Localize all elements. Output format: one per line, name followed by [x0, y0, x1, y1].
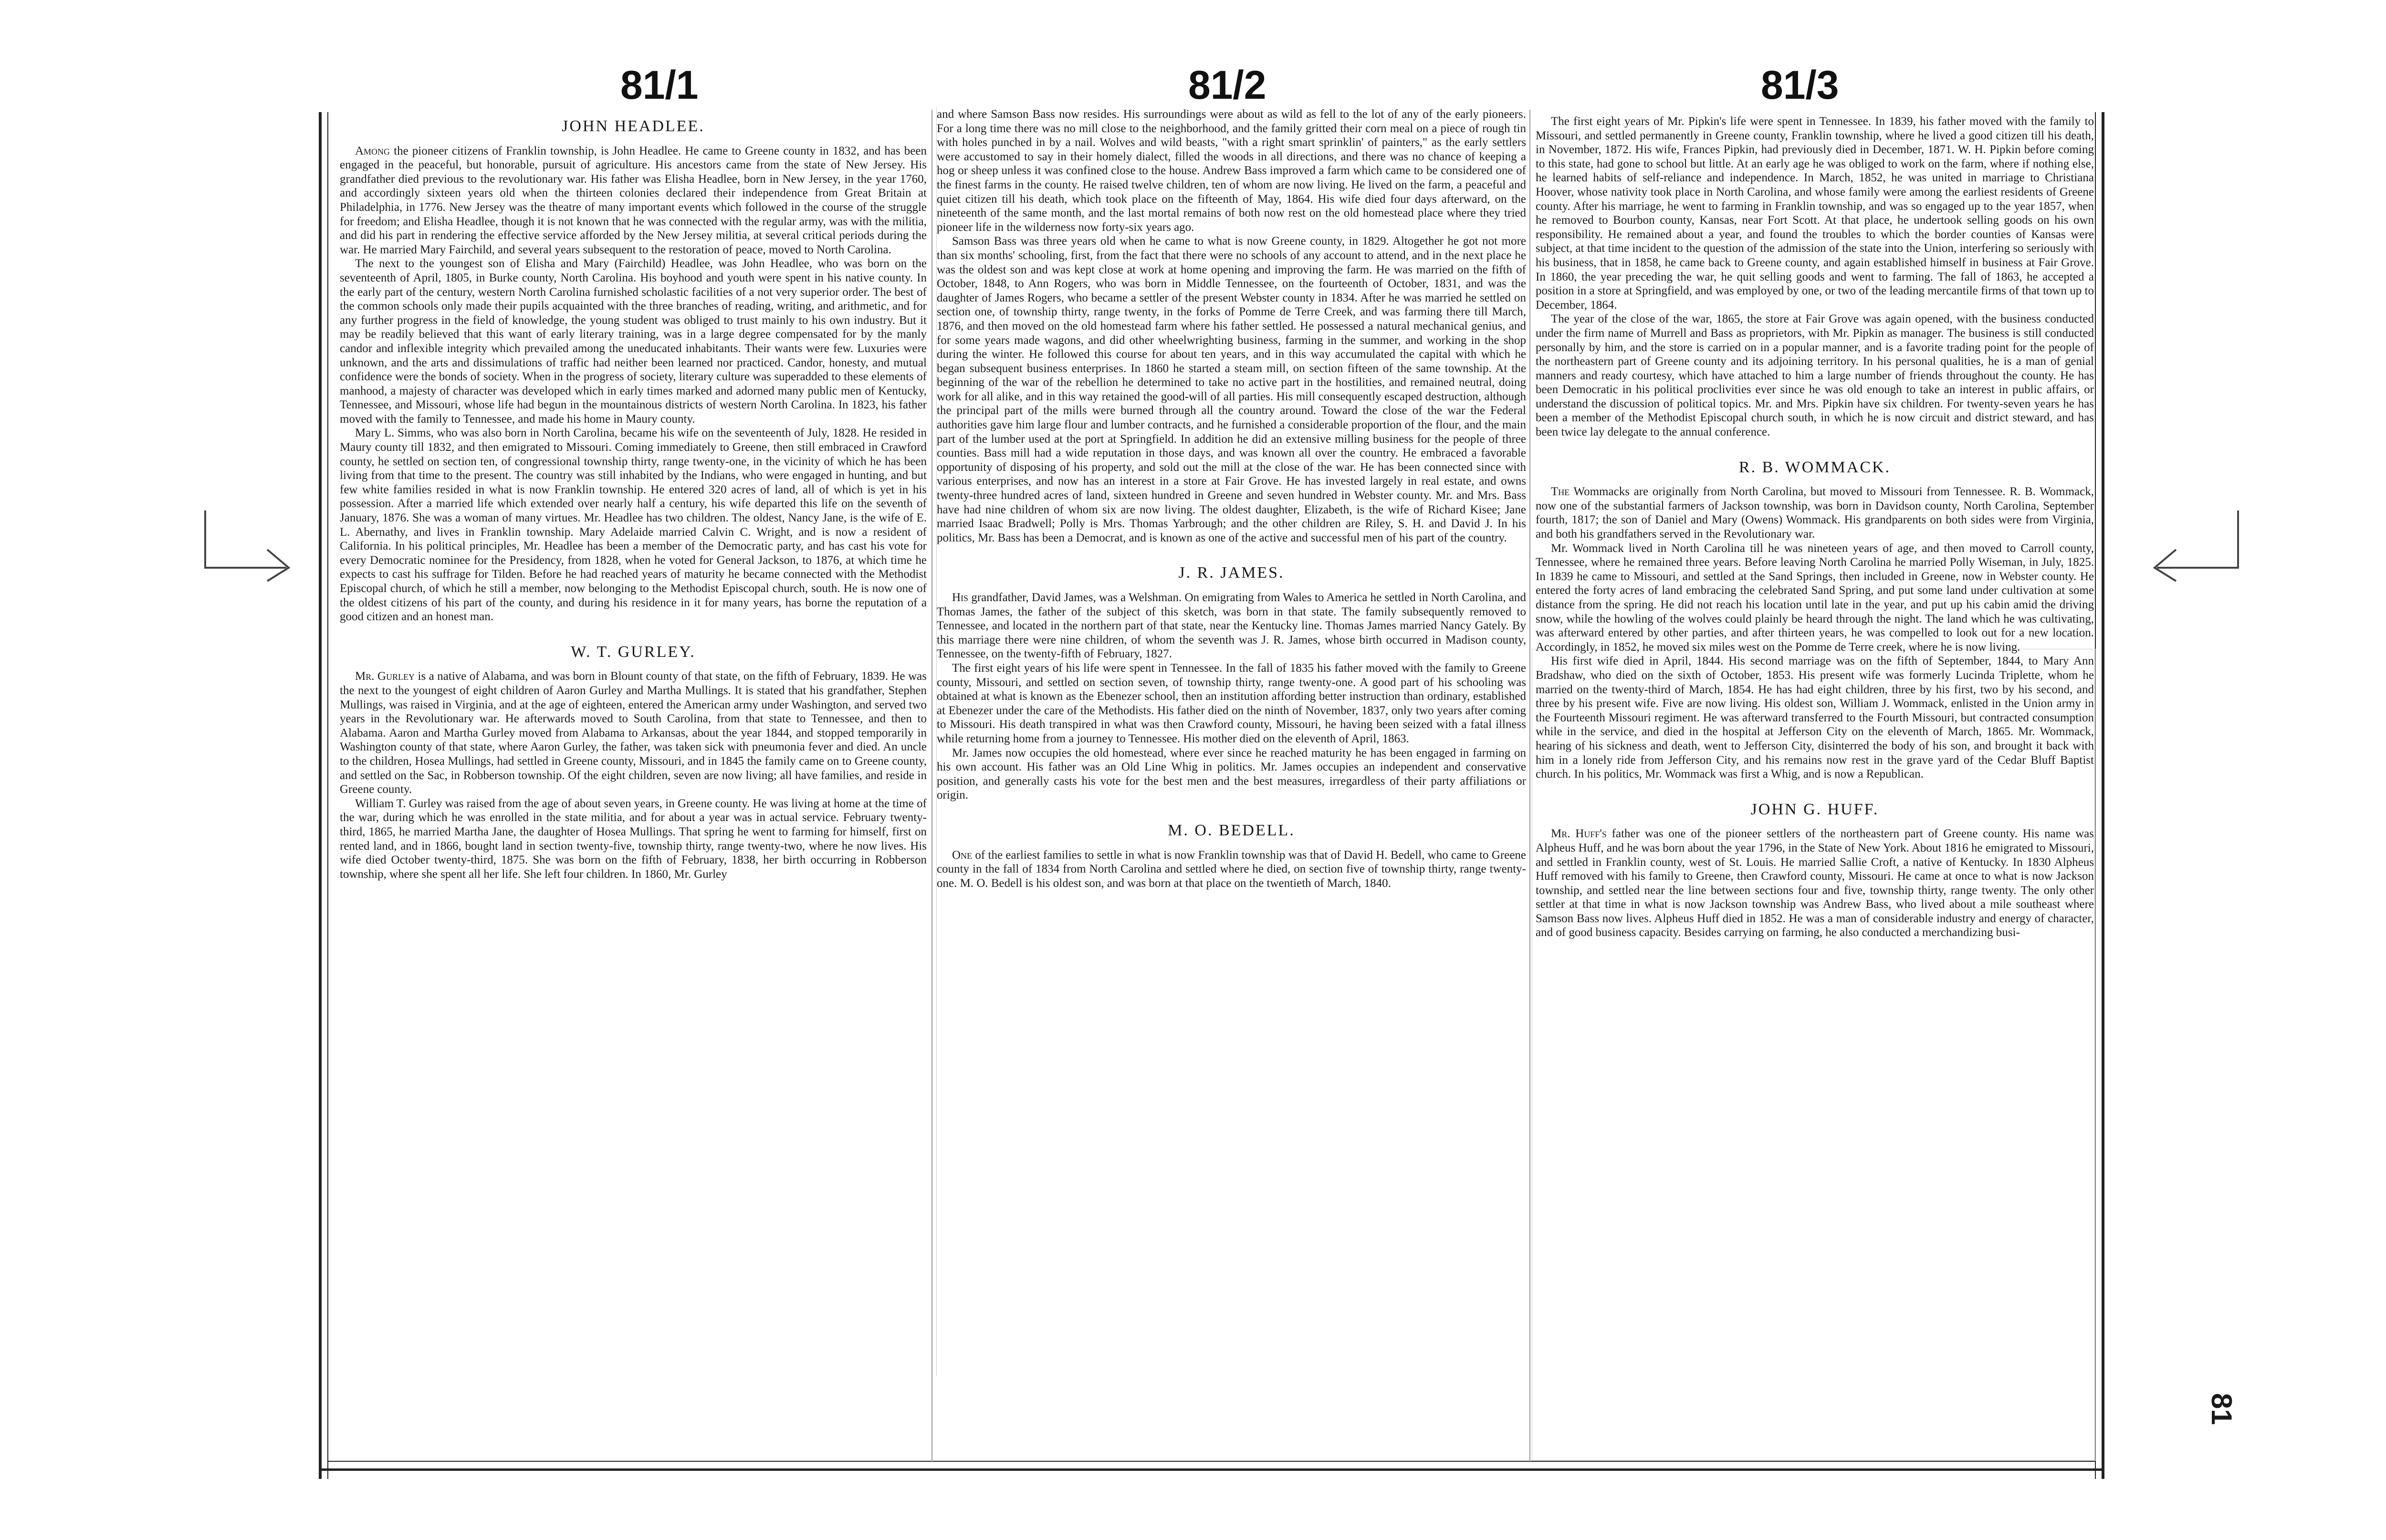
- article-john-g-huff: [1536, 802, 2094, 940]
- article-paragraph: [1536, 827, 2094, 940]
- article-r-b-wommack: [1536, 460, 2094, 781]
- lead-word: Among: [355, 144, 390, 157]
- page-label-81-1: 81/1: [620, 62, 699, 107]
- article-title: W. T. GURLEY.: [571, 643, 696, 661]
- article-paragraph: The first eight years of his life were spent in Tennessee. In the fall of 1835 his father moved with the family to Greene county, Missouri, and settled on section seven, of township thirty, range twenty-one. A good part of his schooling was obtained at what is known as the Ebenezer school, then an institution affording better instruction than ordinary, established at Ebenezer under the care of the Methodists. His father died on the ninth of November, 1837, only two years after coming to Missouri. His death transpired in what was then Crawford county, Missouri, he having been seized with a fatal illness while returning home from a journey to Tennessee. His mother died on the eleventh of April, 1863.: [937, 661, 1526, 745]
- article-title: R. B. WOMMACK.: [1738, 458, 1891, 476]
- column-81-3: [1536, 114, 2094, 1374]
- lead-word: Mr. Gurley: [355, 670, 415, 683]
- article-j-r-james: [937, 566, 1526, 802]
- frame-left-rule-inner: [327, 112, 328, 1479]
- article-paragraph: [340, 144, 927, 257]
- article-paragraph: William T. Gurley was raised from the age of about seven years, in Greene county. He was living at home at the time of the war, during which he was enrolled in the state militia, and for about a year was in actual service. February twenty-third, 1865, he married Martha Jane, the daughter of Hosea Mullings. That spring he went to farming for himself, first on rented land, and in 1866, bought land in section twenty-five, township thirty, range twenty-two, where he now lives. His wife died October twenty-third, 1875. She was born on the fifth of February, 1838, her birth occurring in Robberson township, where she spent all her life. She left four children. In 1860, Mr. Gurley: [340, 797, 927, 881]
- lead-word: The: [1551, 485, 1570, 499]
- article-paragraph: Mr. James now occupies the old homestead, where ever since he reached maturity he has been engaged in farming on his own account. His father was an Old Line Whig in politics. Mr. James occupies an independent and conservative position, and generally casts his vote for the best men and the best measures, irregardless of their party affiliations or origin.: [937, 746, 1526, 802]
- column-divider-2: [1529, 110, 1530, 1462]
- paragraph-text: of the earliest families to settle in what is now Franklin township was that of David H. Bedell, who came to Greene county in the fall of 1834 from North Carolina and settled where he died, on section five of township thirty, range twenty-one. M. O. Bedell is his oldest son, and was born at that place on the twentieth of March, 1840.: [937, 848, 1526, 890]
- article-john-headlee: [340, 119, 927, 624]
- article-title: M. O. BEDELL.: [1168, 821, 1295, 839]
- article-paragraph: The first eight years of Mr. Pipkin's life were spent in Tennessee. In 1839, his father moved with the family to Missouri, and settled permanently in Greene county, Franklin township, where he lived a good citizen till his death, in November, 1872. His wife, Frances Pipkin, had previously died in December, 1871. W. H. Pipkin before coming to this state, had gone to school but little. At an early age he was obliged to work on the farm, where if nothing else, he learned habits of self-reliance and independence. In March, 1852, he was united in marriage to Christiana Hoover, whose nativity took place in North Carolina, and whose family were among the earliest residents of Greene county. After his marriage, he went to farming in Franklin township, and was so engaged up to the year 1857, when he removed to Bourbon county, Kansas, near Fort Scott. At that place, he undertook selling goods on his own responsibility. He remained about a year, and found the troubles to which the border counties of Kansas were subject, at that time incident to the question of the admission of the state into the Union, interfering so seriously with his business, that in 1858, he came back to Greene county, and again established himself in business at Fair Grove. In 1860, the year preceding the war, he quit selling goods and went to farming. The fall of 1863, he accepted a position in a store at Springfield, and was employed by one, or two of the leading mercantile firms of that town up to December, 1864.: [1536, 115, 2094, 312]
- article-paragraph: [937, 848, 1526, 891]
- frame-bottom-rule: [319, 1468, 2104, 1471]
- left-arrow-icon: [2147, 506, 2243, 582]
- article-title: J. R. JAMES.: [1178, 564, 1285, 582]
- article-samson-bass-continued: [937, 107, 1526, 545]
- lead-word: One: [952, 848, 973, 862]
- column-divider-1: [931, 110, 932, 1462]
- paragraph-text: father was one of the pioneer settlers of the northeastern part of Greene county. His name was Alpheus Huff, and he was born about the year 1796, in the State of New York. About 1816 he emigrated to Missouri, and settled in Franklin county, west of St. Louis. He married Sallie Croft, a native of Kentucky. In 1830 Alpheus Huff removed with his family to Greene, then Crawford county, Missouri. He came at once to what is now Jackson township, and settled near the line between sections four and five, township thirty, range twenty. The only other settler at that time in what is now Jackson township was Andrew Bass, who lived about a mile southeast where Samson Bass now lives. Alpheus Huff died in 1852. He was a man of considerable industry and energy of character, and of good business capacity. Besides carrying on farming, he also conducted a merchandizing busi-: [1536, 827, 2094, 939]
- article-paragraph: Samson Bass was three years old when he came to what is now Greene county, in 1829. Altogether he got not more than six months' schooling, first, from the fact that there were no schools of any account to attend, and in the next place he was the oldest son and was kept close at work at home opening and improving the farm. He was married on the fifth of October, 1848, to Ann Rogers, who was born in Middle Tennessee, on the fourteenth of October, 1831, and was the daughter of James Rogers, who became a settler of the present Webster county in 1834. After he was married he settled on section one, of township thirty, range twenty, in the forks of Pomme de Terre Creek, and was farming there till March, 1876, and then moved on the old homestead farm where his father settled. He possessed a natural mechanical genius, and for some years made wagons, and did other wheelwrighting business, farming in the summer, and working in the shop during the winter. He followed this course for about ten years, and in this way accumulated the capital with which he began subsequent business enterprises. In 1860 he started a steam mill, on section fifteen of the same township. At the beginning of the war of the rebellion he determined to take no active part in the hostilities, and remained neutral, doing work for all alike, and in this way retained the good-will of all parties. His mill consequently escaped destruction, although the principal part of the mills were burned through all the country around. Toward the close of the war the Federal authorities gave him large flour and lumber contracts, and he furnished a considerable proportion of the flour, and the main part of the lumber used at the port at Springfield. In addition he did an extensive milling business for the people of three counties. Bass mill had a wide reputation in those days, and was known all over the country. He embraced a favorable opportunity of disposing of his property, and sold out the mill at the close of the war. He has been connected since with various enterprises, and now has an interest in a store at Fair Grove. He has invested largely in real estate, and owns twenty-three hundred acres of land, sixteen hundred in Greene and seven hundred in Webster county. Mr. and Mrs. Bass have had nine children of whom six are now living. The oldest daughter, Elizabeth, is the wife of Richard Kisee; Jane married Isaac Bradwell; Polly is Mrs. Thomas Yarbrough; and the other children are Riley, S. H. and David J. In his politics, Mr. Bass has been a Democrat, and is known as one of the active and successful men of his part of the country.: [937, 235, 1526, 544]
- lead-word: His: [952, 591, 969, 604]
- article-title: JOHN HEADLEE.: [562, 117, 705, 135]
- article-paragraph: Mary L. Simms, who was also born in North Carolina, became his wife on the seventeenth of July, 1828. He resided in Maury county till 1832, and then emigrated to Missouri. Coming immediately to Greene, then still embraced in Crawford county, he settled on section ten, of congressional township thirty, range twenty-one, in the vicinity of which he has been living from that time to the present. The country was still inhabited by the Indians, who were engaged in hunting, and but few white families resided in what is now Franklin township. He entered 320 acres of land, all of which is yet in his possession. After a married life which extended over nearly half a century, his wife departed this life on the seventh of January, 1876. She was a woman of many virtues. Mr. Headlee has two children. The oldest, Nancy Jane, is the wife of E. L. Abernathy, and lives in Franklin township. Mary Adelaide married Calvin C. Wright, and is now a resident of California. In his political principles, Mr. Headlee has been a member of the Democratic party, and has cast his vote for every Democratic nominee for the Presidency, from 1828, when he voted for General Jackson, to 1876, at which time he expects to cast his suffrage for Tilden. Before he had reached years of maturity he became connected with the Methodist Episcopal church, of which he still a member, now belonging to the Methodist Episcopal church, south. He is now one of the oldest citizens of his part of the county, and during his residence in it for many years, has borne the reputation of a good citizen and an honest man.: [340, 427, 927, 624]
- article-pipkin-continued: [1536, 114, 2094, 439]
- article-paragraph: The next to the youngest son of Elisha and Mary (Fairchild) Headlee, was John Headlee, who was born on the seventeenth of April, 1805, in Burke county, North Carolina. His boyhood and youth were spent in his native county. In the early part of the century, western North Carolina furnished scholastic facilities of a not very superior order. The best of the common schools only made their pupils acquainted with the three branches of reading, writing, and arithmetic, and for any further progress in the field of knowledge, the young student was obliged to trust mainly to his own industry. But it may be readily believed that this want of early literary training, was in a large degree compensated for by the manly candor and inflexible integrity which prevailed among the uneducated inhabitants. Their wants were few. Luxuries were unknown, and the arts and dissimulations of traffic had neither been learned nor practiced. Candor, honesty, and mutual confidence were the bonds of society. When in the progress of society, literary culture was superadded to these elements of manhood, a majesty of character was developed which in early times marked and adorned many public men of Kentucky, Tennessee, and Missouri, whose life had begun in the mountainous districts of western North Carolina. In 1823, his father moved with the family to Tennessee, and made his home in Maury county.: [340, 257, 927, 426]
- article-title: JOHN G. HUFF.: [1750, 800, 1879, 818]
- page-label-81-2: 81/2: [1188, 62, 1266, 107]
- article-m-o-bedell: [937, 823, 1526, 890]
- article-paragraph: His first wife died in April, 1844. His second marriage was on the fifth of September, 1844, to Mary Ann Bradshaw, who died on the sixth of October, 1853. His present wife was formerly Lucinda Triplette, whom he married on the twenty-third of March, 1854. He has had eight children, three by his first, two by his second, and three by his present wife. Five are now living. His oldest son, William J. Wommack, enlisted in the Union army in the Fourteenth Missouri regiment. He was afterward transferred to the Fourth Missouri, but contracted consumption while in the service, and died in the hospital at Jefferson City on the eleventh of March, 1865. Mr. Wommack, hearing of his sickness and death, went to Jefferson City, disinterred the body of his son, and brought it back with him in a lonely ride from Jefferson City, and his remains now rest in the grave yard of the Cedar Bluff Baptist church. In his politics, Mr. Wommack was first a Whig, and is now a Republican.: [1536, 655, 2094, 781]
- page-label-81-3: 81/3: [1761, 62, 1839, 107]
- right-arrow-icon: [200, 506, 296, 582]
- article-w-t-gurley: [340, 645, 927, 882]
- column-81-1: [340, 114, 927, 1374]
- frame-bottom-rule-inner: [327, 1461, 2096, 1462]
- lead-word: Mr. Huff's: [1551, 827, 1607, 841]
- frame-right-rule-outer: [2102, 112, 2104, 1479]
- paragraph-text: is a native of Alabama, and was born in Blount county of that state, on the fifth of February, 1839. He was the next to the youngest of eight children of Aaron Gurley and Martha Mullings. It is stated that his grandfather, Stephen Mullings, was raised in Virginia, and at the age of eighteen, entered the American army under Washington, and served two years in the Revolutionary war. He afterwards moved to South Carolina, from that state to Tennessee, and then to Alabama. Aaron and Martha Gurley moved from Alabama to Arkansas, about the year 1844, and stopped temporarily in Washington county of that state, where Aaron Gurley, the father, was taken sick with pneumonia fever and died. An uncle to the children, Hosea Mullings, had settled in Greene county, Missouri, and in 1845 the family came on to Greene county, and settled on the Sac, in Robberson township. Of the eight children, seven are now living; all have families, and reside in Greene county.: [340, 670, 927, 796]
- paragraph-text: the pioneer citizens of Franklin township, is John Headlee. He came to Greene county in 1832, and has been engaged in the peaceful, but honorable, pursuit of agriculture. His ancestors came from the state of New Jersey. His grandfather died previous to the revolutionary war. His father was Elisha Headlee, born in New Jersey, in the year 1760, and accordingly sixteen years old when the thirteen colonies declared their independence from Great Britain at Philadelphia, in 1776. New Jersey was the theatre of many important events which followed in the course of the struggle for freedom; and Elisha Headlee, though it is not known that he was connected with the regular army, was with the militia, and did his part in rendering the effective service afforded by the New Jersey militia, at several critical periods during the war. He married Mary Fairchild, and several years subsequent to the restoration of peace, moved to North Carolina.: [340, 144, 927, 256]
- article-paragraph: [937, 591, 1526, 661]
- column-81-2: [936, 107, 1526, 1376]
- article-paragraph: [1536, 485, 2094, 541]
- article-paragraph: [340, 669, 927, 796]
- article-paragraph: and where Samson Bass now resides. His surroundings were about as wild as fell to the lot of any of the early pioneers. For a long time there was no mill close to the neighborhood, and the family gritted their corn meal on a piece of rough tin with holes punched in by a nail. Wolves and wild beasts, "with a right smart sprinklin' of painters," as the early settlers were accustomed to say in their homely dialect, filled the woods in all directions, and there was no chance of keeping a hog or sheep unless it was confined close to the house. Andrew Bass improved a farm which came to be considered one of the finest farms in the county. He raised twelve children, ten of whom are now living. He lived on the farm, a peaceful and quiet citizen till his death, which took place on the fifteenth of May, 1864. His wife died four days afterward, on the nineteenth of the same month, and the last mortal remains of both now rest on the old homestead place where they tried pioneer life in the wilderness now forty-six years ago.: [937, 108, 1526, 234]
- side-page-number: 81: [2206, 1393, 2238, 1425]
- paragraph-text: Wommacks are originally from North Carolina, but moved to Missouri from Tennessee. R. B. Wommack, now one of the substantial farmers of Jackson township, was born in Davidson county, North Carolina, September fourth, 1817; the son of Daniel and Mary (Owens) Wommack. His grandparents on both sides were from Virginia, and both his grandfathers served in the Revolutionary war.: [1536, 485, 2094, 541]
- paragraph-text: grandfather, David James, was a Welshman. On emigrating from Wales to America he settled in North Carolina, and Thomas James, the father of the subject of this sketch, was born in that state. The family subsequently removed to Tennessee, and located in the northern part of that state, near the Kentucky line. Thomas James married Nancy Gately. By this marriage there were nine children, of whom the seventh was J. R. James, whose birth occurred in Madison county, Tennessee, on the twenty-fifth of February, 1827.: [937, 591, 1526, 661]
- frame-left-rule: [319, 112, 322, 1479]
- article-paragraph: The year of the close of the war, 1865, the store at Fair Grove was again opened, with the business conducted under the firm name of Murrell and Bass as proprietors, with Mr. Pipkin as manager. The business is still conducted personally by him, and the store is carried on in a popular manner, and is a favorite trading point for the people of the northeastern part of Greene county and its adjoining territory. In his personal qualities, he is a man of genial manners and ready courtesy, which have attached to him a large number of friends throughout the county. He has been Democratic in his political proclivities ever since he was old enough to take an interest in public affairs, or understand the discussion of political topics. Mr. and Mrs. Pipkin have six children. For twenty-seven years he has been a member of the Methodist Episcopal church south, in which he is now circuit and district steward, and has been twice lay delegate to the annual conference.: [1536, 312, 2094, 439]
- article-paragraph: Mr. Wommack lived in North Carolina till he was nineteen years of age, and then moved to Carroll county, Tennessee, where he remained three years. Before leaving North Carolina he married Polly Wiseman, in July, 1825. In 1839 he came to Missouri, and settled at the Sand Springs, then included in Greene, now in Webster county. He entered the forty acres of land embracing the celebrated Sand Spring, and put some land under cultivation at some distance from the spring. He did not reach his location until late in the year, and put up his cabin amid the driving snow, while the howling of the wolves could plainly be heard through the night. The land which he was cultivating, was afterward entered by other parties, and after thirteen years, he was compelled to look out for a new location. Accordingly, in 1852, he moved six miles west on the Pomme de Terre creek, where he is now living.: [1536, 541, 2094, 654]
